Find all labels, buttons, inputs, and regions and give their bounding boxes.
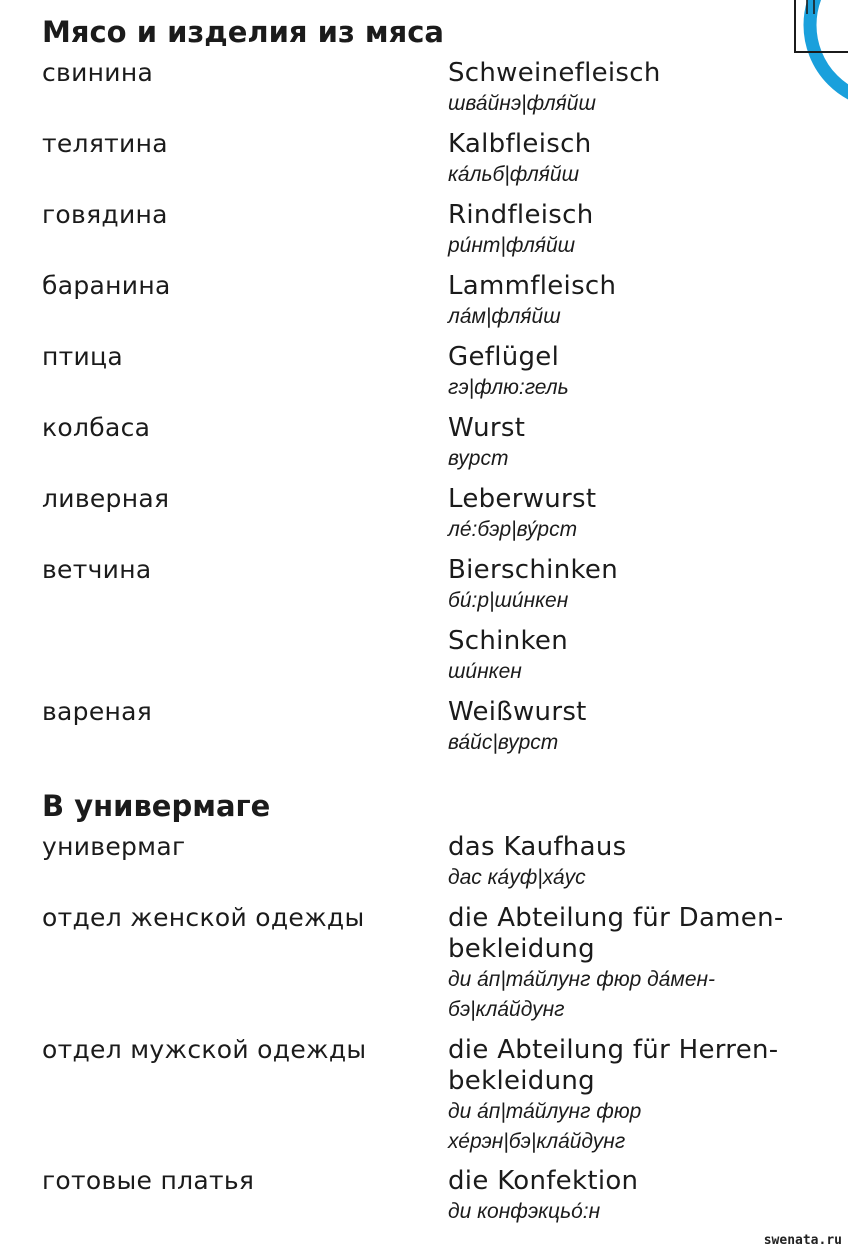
german-term: Lammfleisch [448, 271, 617, 301]
transcription: ди конфэкцьо́:н [448, 1200, 601, 1223]
german-term: Kalbfleisch [448, 129, 592, 159]
german-term-continued: bekleidung [448, 934, 595, 964]
russian-term: свинина [42, 58, 154, 87]
german-term: Weißwurst [448, 697, 587, 727]
russian-term: птица [42, 342, 123, 371]
section-title-store: В универмаге [42, 789, 271, 823]
transcription: ка́льб|фля́йш [448, 163, 580, 186]
german-term: die Abteilung für Damen- [448, 903, 784, 933]
transcription: би́:р|ши́нкен [448, 589, 569, 612]
transcription: ла́м|фля́йш [448, 305, 561, 328]
russian-term: колбаса [42, 413, 151, 442]
german-term: Leberwurst [448, 484, 597, 514]
transcription: ва́йс|вурст [448, 731, 559, 754]
transcription: ри́нт|фля́йш [448, 234, 576, 257]
watermark: swenata.ru [763, 1233, 842, 1248]
russian-term: говядина [42, 200, 168, 229]
russian-term: телятина [42, 129, 168, 158]
german-term: Rindfleisch [448, 200, 594, 230]
german-term: Geflügel [448, 342, 560, 372]
transcription: шва́йнэ|фля́йш [448, 92, 596, 115]
transcription: гэ|флю:гель [448, 376, 569, 399]
german-term: Wurst [448, 413, 526, 443]
transcription: ди а́п|та́йлунг фюр [448, 1100, 642, 1123]
german-term: Schweinefleisch [448, 58, 661, 88]
russian-term: ливерная [42, 484, 170, 513]
german-term: die Abteilung für Herren- [448, 1035, 779, 1065]
german-term: Schinken [448, 626, 568, 656]
russian-term: баранина [42, 271, 171, 300]
russian-term: готовые платья [42, 1166, 255, 1195]
german-term: das Kaufhaus [448, 832, 627, 862]
german-term-continued: bekleidung [448, 1066, 595, 1096]
transcription: ши́нкен [448, 660, 522, 683]
german-term: die Konfektion [448, 1166, 639, 1196]
transcription-continued: бэ|кла́йдунг [448, 998, 565, 1021]
russian-term: ветчина [42, 555, 152, 584]
russian-term: универмаг [42, 832, 186, 861]
russian-term: вареная [42, 697, 153, 726]
transcription-continued: хе́рэн|бэ|кла́йдунг [448, 1130, 626, 1153]
russian-term: отдел женской одежды [42, 903, 365, 932]
transcription: вурст [448, 447, 509, 470]
transcription: дас ка́уф|ха́ус [448, 866, 586, 889]
russian-term: отдел мужской одежды [42, 1035, 367, 1064]
transcription: ле́:бэр|ву́рст [448, 518, 578, 541]
transcription: ди а́п|та́йлунг фюр да́мен- [448, 968, 716, 991]
german-term: Bierschinken [448, 555, 618, 585]
section-title-meat: Мясо и изделия из мяса [42, 15, 444, 49]
